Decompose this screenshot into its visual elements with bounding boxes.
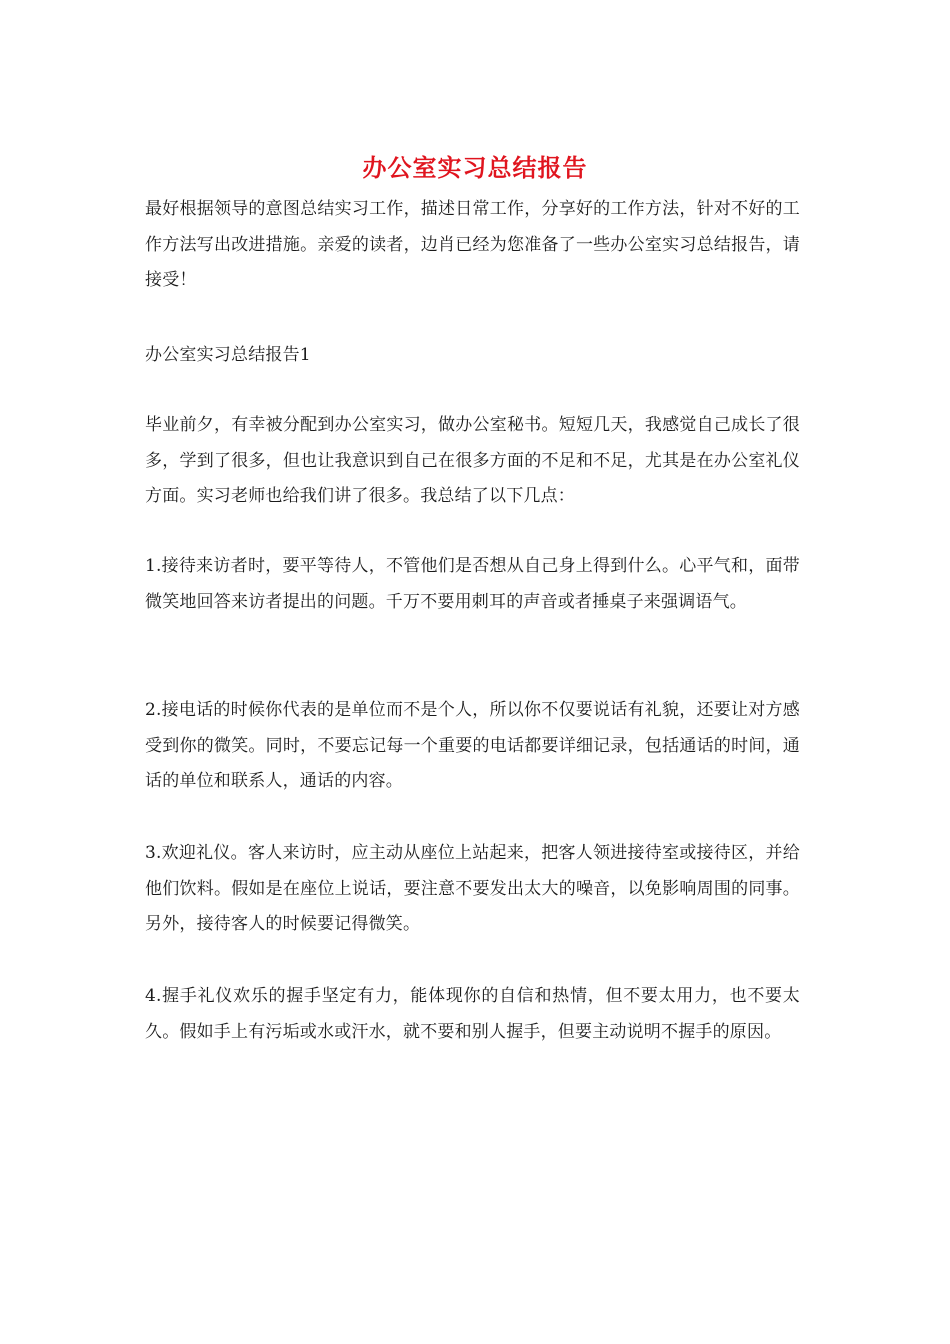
body-paragraph-point-1: 1.接待来访者时，要平等待人，不管他们是否想从自己身上得到什么。心平气和，面带微笑地回答来访者提出的问题。千万不要用刺耳的声音或者捶桌子来强调语气。 <box>145 556 800 612</box>
body-paragraph-point-3: 3.欢迎礼仪。客人来访时，应主动从座位上站起来，把客人领进接待室或接待区，并给他们饮料。假如是在座位上说话，要注意不要发出太大的噪音，以免影响周围的同事。另外，接待客人的时候要记得微笑。 <box>145 843 800 934</box>
body-paragraph-point-2: 2.接电话的时候你代表的是单位而不是个人，所以你不仅要说话有礼貌，还要让对方感受到你的微笑。同时，不要忘记每一个重要的电话都要详细记录，包括通话的时间，通话的单位和联系人，通话的内容。 <box>145 700 800 791</box>
paragraph-block <box>145 979 800 1050</box>
document-title: 办公室实习总结报告 <box>362 153 588 182</box>
paragraph-block <box>145 693 800 800</box>
paragraph-block <box>145 549 800 620</box>
body-paragraph-preface: 毕业前夕，有幸被分配到办公室实习，做办公室秘书。短短几天，我感觉自己成长了很多，学到了很多，但也让我意识到自己在很多方面的不足和不足，尤其是在办公室礼仪方面。实习老师也给我们讲了很多。我总结了以下几点： <box>145 415 800 506</box>
intro-block <box>145 192 800 299</box>
intro-paragraph: 最好根据领导的意图总结实习工作，描述日常工作，分享好的工作方法，针对不好的工作方法写出改进措施。亲爱的读者，边肖已经为您准备了一些办公室实习总结报告，请接受！ <box>145 199 800 290</box>
section-heading-block <box>145 338 800 374</box>
paragraph-block <box>145 408 800 515</box>
section-heading: 办公室实习总结报告1 <box>145 345 311 365</box>
paragraph-block <box>145 836 800 943</box>
body-paragraph-point-4: 4.握手礼仪欢乐的握手坚定有力，能体现你的自信和热情，但不要太用力，也不要太久。假如手上有污垢或水或汗水，就不要和别人握手，但要主动说明不握手的原因。 <box>145 986 800 1042</box>
